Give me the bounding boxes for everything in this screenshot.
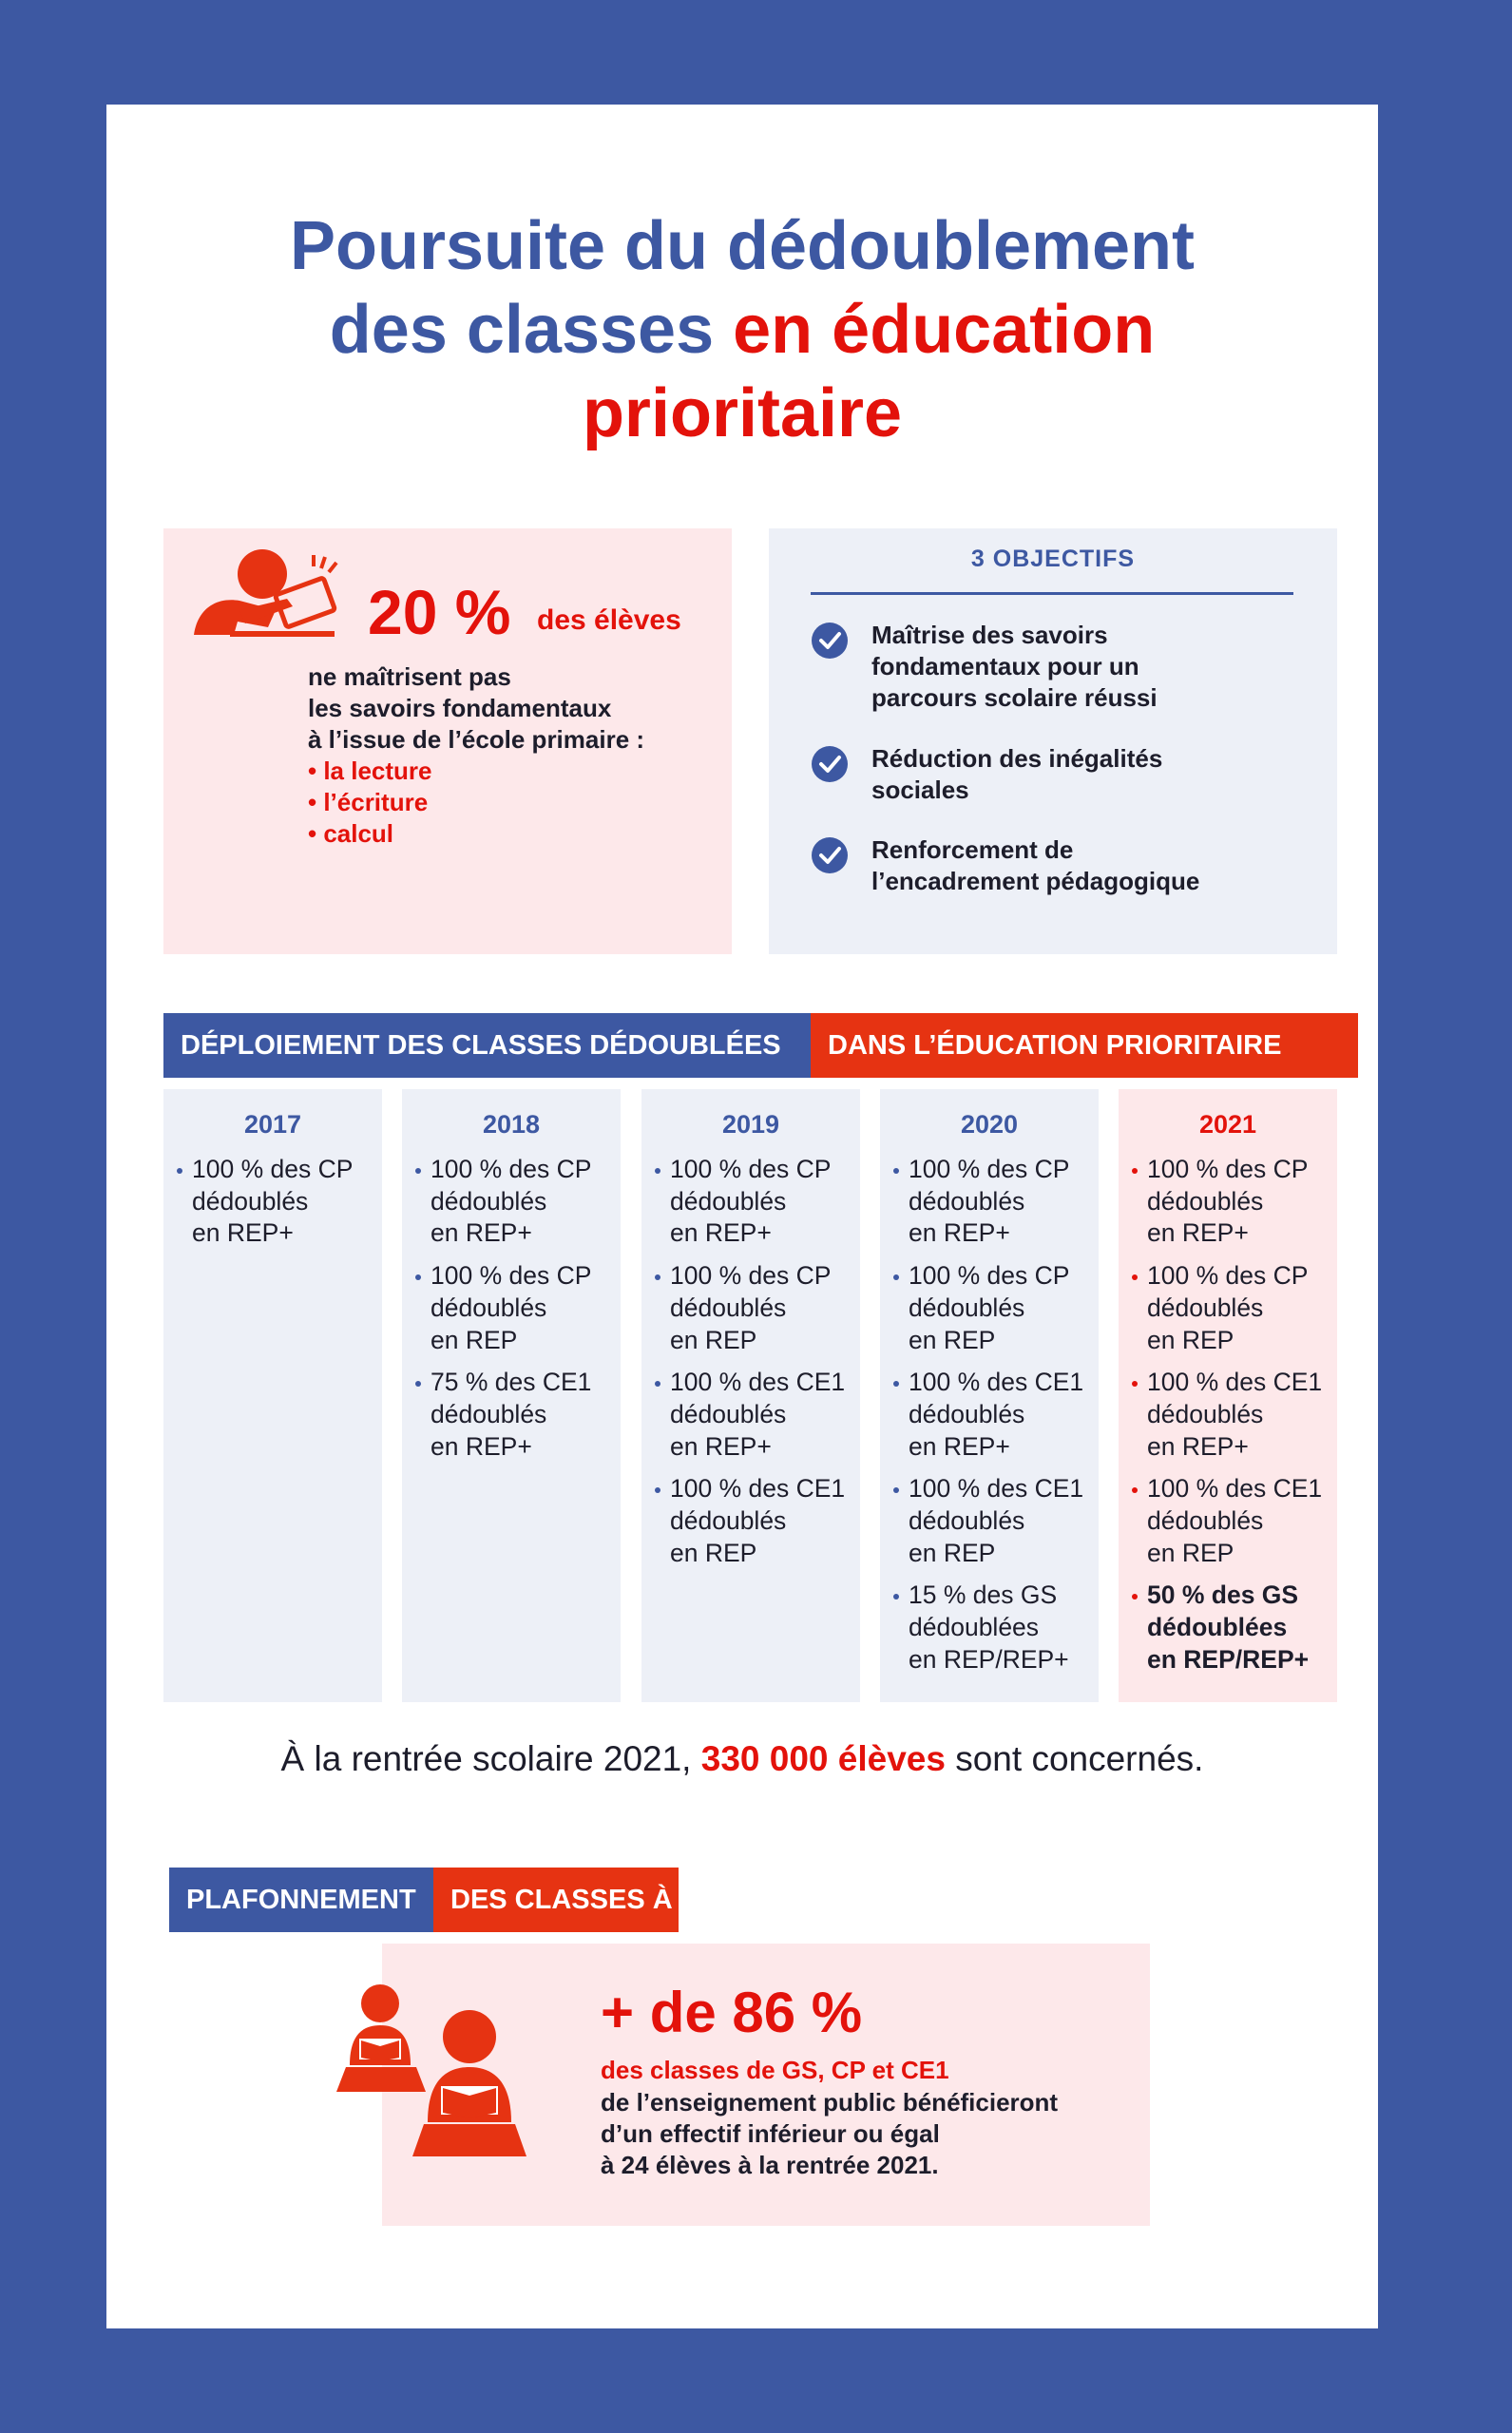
year-items (175, 1154, 378, 1260)
objective-line: sociales (871, 776, 969, 804)
cap-text-line: d’un effectif inférieur ou égal (601, 2119, 940, 2148)
objectives-title: 3 OBJECTIFS (970, 546, 1136, 572)
year-item: 100 % des CP dédoublés en REP (413, 1260, 617, 1356)
summary-sentence (106, 1739, 1378, 1779)
objective-line: parcours scolaire réussi (871, 683, 1158, 712)
objective-line: l’encadrement pédagogique (871, 867, 1200, 895)
stat-list-item: • calcul (308, 819, 394, 848)
year-item: 100 % des CE1 dédoublés en REP+ (653, 1367, 856, 1463)
year-items (413, 1154, 617, 1473)
year-item: 100 % des CP dédoublés en REP+ (653, 1154, 856, 1250)
title-line-3: prioritaire (582, 375, 903, 451)
year-item: 100 % des CP dédoublés en REP (653, 1260, 856, 1356)
summary-pre: À la rentrée scolaire 2021, (280, 1739, 701, 1778)
year-item: 100 % des CE1 dédoublés en REP (891, 1473, 1095, 1569)
cap-banner-red: DES CLASSES À 24 (433, 1868, 679, 1932)
year-column-2019 (641, 1089, 860, 1702)
year-item: 100 % des CP dédoublés en REP (1130, 1260, 1333, 1356)
year-item: 100 % des CE1 dédoublés en REP (653, 1473, 856, 1569)
year-item: 100 % des CE1 dédoublés en REP+ (1130, 1367, 1333, 1463)
stat-description (308, 661, 644, 756)
year-item: 50 % des GS dédoublées en REP/REP+ (1130, 1580, 1333, 1676)
objective-text (871, 743, 1318, 806)
cap-description (601, 2087, 1058, 2181)
year-label: 2018 (482, 1110, 541, 1139)
stat-suffix: des élèves (537, 604, 681, 636)
stat-text-line: ne maîtrisent pas (308, 662, 511, 691)
stat-list-item: • la lecture (308, 757, 432, 785)
year-item: 100 % des CE1 dédoublés en REP+ (891, 1367, 1095, 1463)
objective-text (871, 620, 1318, 714)
year-label: 2019 (721, 1110, 780, 1139)
stat-list-item: • l’écriture (308, 788, 429, 816)
infographic-card (106, 105, 1378, 2328)
objectives-box (769, 528, 1337, 954)
year-column-2020 (880, 1089, 1099, 1702)
objective-text (871, 834, 1318, 897)
year-items (653, 1154, 856, 1580)
year-column-2018 (402, 1089, 621, 1702)
check-circle-icon (811, 622, 849, 660)
title-line-2-blue: des classes (329, 292, 734, 368)
cap-text-line: de l’enseignement public bénéficieront (601, 2088, 1059, 2117)
year-items (891, 1154, 1095, 1687)
objective-line: fondamentaux pour un (871, 652, 1139, 680)
objectives-divider (811, 592, 1293, 595)
stat-box (163, 528, 732, 954)
cap-subtitle: des classes de GS, CP et CE1 (601, 2056, 949, 2084)
year-item: 100 % des CP dédoublés en REP+ (891, 1154, 1095, 1250)
stat-value: 20 % (368, 577, 511, 647)
title-line-2-red: en éducation (733, 292, 1156, 368)
year-item: 15 % des GS dédoublées en REP/REP+ (891, 1580, 1095, 1676)
deployment-banner (163, 1013, 1358, 1078)
pupils-reading-icon (336, 1980, 545, 2160)
check-circle-icon (811, 836, 849, 874)
year-label: 2021 (1198, 1110, 1257, 1139)
year-label: 2020 (960, 1110, 1019, 1139)
year-item: 100 % des CP dédoublés en REP+ (413, 1154, 617, 1250)
objective-line: Maîtrise des savoirs (871, 621, 1108, 649)
cap-banner-blue: PLAFONNEMENT (169, 1868, 433, 1932)
cap-banner (169, 1868, 711, 1932)
year-column-2017 (163, 1089, 382, 1702)
deployment-banner-blue: DÉPLOIEMENT DES CLASSES DÉDOUBLÉES (163, 1013, 811, 1078)
deployment-banner-red: DANS L’ÉDUCATION PRIORITAIRE (811, 1013, 1358, 1078)
student-reading-tablet-icon (184, 528, 346, 652)
objective-line: Réduction des inégalités (871, 744, 1163, 773)
year-item: 100 % des CP dédoublés en REP+ (175, 1154, 378, 1250)
year-item: 100 % des CP dédoublés en REP+ (1130, 1154, 1333, 1250)
stat-list (308, 756, 432, 850)
year-label: 2017 (243, 1110, 302, 1139)
year-item: 100 % des CP dédoublés en REP (891, 1260, 1095, 1356)
objective-line: Renforcement de (871, 835, 1074, 864)
summary-highlight: 330 000 élèves (700, 1739, 946, 1778)
year-item: 100 % des CE1 dédoublés en REP (1130, 1473, 1333, 1569)
stat-text-line: à l’issue de l’école primaire : (308, 725, 645, 754)
stat-text-line: les savoirs fondamentaux (308, 694, 612, 722)
year-item: 75 % des CE1 dédoublés en REP+ (413, 1367, 617, 1463)
summary-post: sont concernés. (945, 1739, 1204, 1778)
cap-text-line: à 24 élèves à la rentrée 2021. (601, 2151, 939, 2179)
check-circle-icon (811, 745, 849, 783)
cap-value: + de 86 % (601, 1981, 863, 2044)
title-line-1: Poursuite du dédoublement (289, 208, 1196, 284)
year-items (1130, 1154, 1333, 1687)
year-column-2021 (1119, 1089, 1337, 1702)
page-title (106, 204, 1378, 455)
